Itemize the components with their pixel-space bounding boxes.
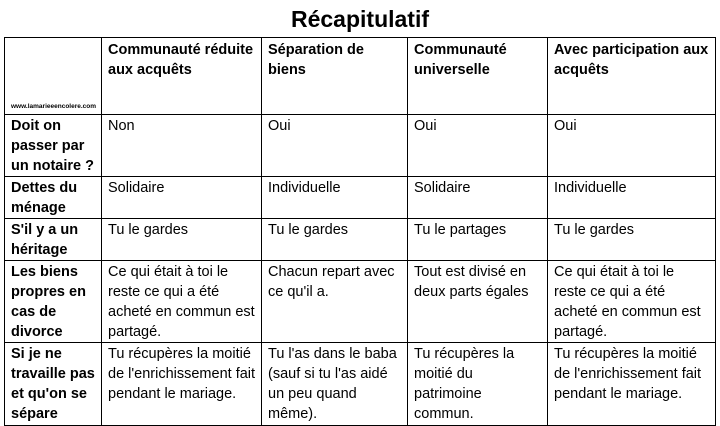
summary-table	[4, 37, 716, 426]
table-cell: Oui	[548, 115, 716, 177]
table-row	[5, 177, 716, 219]
corner-cell	[5, 38, 102, 115]
table-cell: Non	[102, 115, 262, 177]
table-cell: Tout est divisé en deux parts égales	[408, 261, 548, 343]
table-cell: Tu le gardes	[102, 219, 262, 261]
watermark-text: www.lamarieeencolere.com	[11, 103, 97, 110]
column-header-communaute-reduite: Communauté réduite aux acquêts	[102, 38, 262, 115]
table-cell: Oui	[408, 115, 548, 177]
table-cell: Oui	[262, 115, 408, 177]
table-cell: Solidaire	[408, 177, 548, 219]
table-cell: Tu récupères la moitié du patrimoine commun.	[408, 343, 548, 426]
column-header-separation-biens: Séparation de biens	[262, 38, 408, 115]
column-header-communaute-universelle: Communauté universelle	[408, 38, 548, 115]
table-cell: Ce qui était à toi le reste ce qui a été acheté en commun est partagé.	[548, 261, 716, 343]
row-header: Les biens propres en cas de divorce	[5, 261, 102, 343]
table-cell: Individuelle	[262, 177, 408, 219]
table-cell: Chacun repart avec ce qu'il a.	[262, 261, 408, 343]
table-row	[5, 219, 716, 261]
table-cell: Tu récupères la moitié de l'enrichissement fait pendant le mariage.	[548, 343, 716, 426]
table-cell: Ce qui était à toi le reste ce qui a été acheté en commun est partagé.	[102, 261, 262, 343]
column-header-participation-acquets: Avec participation aux acquêts	[548, 38, 716, 115]
table-cell: Solidaire	[102, 177, 262, 219]
table-cell: Individuelle	[548, 177, 716, 219]
row-header: Doit on passer par un notaire ?	[5, 115, 102, 177]
table-header-row	[5, 38, 716, 115]
table-cell: Tu le gardes	[262, 219, 408, 261]
row-header: S'il y a un héritage	[5, 219, 102, 261]
table-row	[5, 115, 716, 177]
row-header: Si je ne travaille pas et qu'on se sépare	[5, 343, 102, 426]
table-row	[5, 261, 716, 343]
table-cell: Tu le gardes	[548, 219, 716, 261]
table-row	[5, 343, 716, 426]
table-cell: Tu récupères la moitié de l'enrichissement fait pendant le mariage.	[102, 343, 262, 426]
page-title: Récapitulatif	[290, 6, 430, 32]
table-cell: Tu le partages	[408, 219, 548, 261]
row-header: Dettes du ménage	[5, 177, 102, 219]
table-cell: Tu l'as dans le baba (sauf si tu l'as aidé un peu quand même).	[262, 343, 408, 426]
